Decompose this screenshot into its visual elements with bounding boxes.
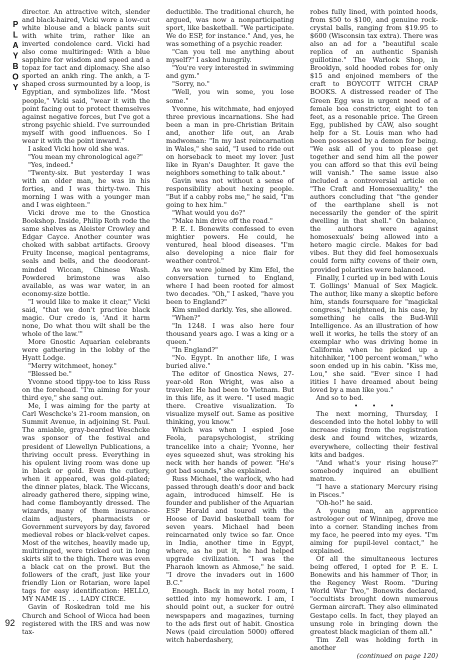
paragraph: "Sorry, no." [172, 80, 210, 89]
paragraph: As we were joined by Kim Efel, the conversation turned to England, where I had been rooted for almost two decades. "Oh," I asked, "have you been to England?" [166, 265, 294, 306]
paragraph: Enough. Back in my hotel room, I settled into my homework. I am, I should point out, a sucker for outré newspapers and magazines, turning to the ads first out of habit. Gnostica News (paid circulation 5000) offered witch haberdashery, [166, 587, 294, 644]
paragraph: "No. Egypt. In another life, I was buried alive." [166, 354, 294, 371]
paragraph: Yvonne, his witchmate, had enjoyed three previous incarnations. She had been a man in pre-Christian Britain and, another life out, an Arab madwoman: "In my last reincarnation in Wales," she said, "I used to ride out on horseback to meet my lover. Just like in Ryan's Daughter. It gave the neighbors something to talk about." [166, 104, 294, 177]
paragraph: deductible. The traditional church, he argued, was now a nonparticipating sport, like basketball. "We participate. We do ESP, for instance." And, yes, he was something of a psychic reader. [166, 8, 294, 49]
paragraph: "Yes, indeed." [28, 160, 74, 169]
magazine-name: PLAYBOY [11, 20, 20, 94]
paragraph: "Merry witchmeet, honey." [28, 362, 117, 371]
paragraph: "I have a stationary Mercury rising in Pisces." [310, 482, 438, 499]
paragraph: robes fully lined, with pointed hoods, from $50 to $100, and genuine rock-crystal balls, ranging from $19.95 to $600 (Wisconsin tax extra). There was also an ad for a "beautiful scale replica of an authentic Spanish guillotine." The Warlock Shop, in Brooklyn, sold hooded robes for only $15 and enjoined members of the craft to BOYCOTT WITCH CRAP BOOKS. A distressed reader of The Green Egg was in urgent need of a female boa constrictor, eight to ten feet, as a resonable price. The Green Egg, published by CAW, also sought help for a St. Louis man who had been possessed by a demon for being. "We ask all of you to please get together and send him all the power you can afford so that this evil being will vanish." The same issue also included a controversial article on "The Craft and Homosexuality," the authors concluding that "the gender of the earthplane shell is not necessarily the gender of the spirit dwelling in that shell." On balance, the authors were against homosexuals' being allowed into a hetero magic circle. Makes for bad vibes. But they did feel homosexuals could form nifty covens of their own, provided polarities were balanced. [310, 8, 438, 274]
paragraph: Vicki drove me to the Gnostica Bookshop. Inside, Philip Roth rode the same shelves as Aleister Crowley and Edgar Cayce. Another counter was choked with sabbat artifacts. Groovy Fruity Incense, magical pentagrams, seals and bells, and the deodorant-minded Wiccan, Chinese Wash. Powdered brimstone was also available, as was war water, in an economy-size bottle. [22, 209, 150, 298]
paragraph: Tim Zell was holding forth in another [310, 635, 438, 652]
paragraph: Gavin was not without a sense of responsibility about hexing people. "But if a cabby robs me," he said, "I'm going to hex him." [166, 176, 294, 210]
paragraph: • • • [354, 402, 400, 411]
paragraph: "Make him drive off the road." [172, 217, 273, 226]
paragraph: "You mean my chronological age?" [28, 152, 143, 161]
paragraph: "Oh-ho!" he said. [316, 498, 373, 507]
paragraph: "You're very interested in swimming and gym." [166, 64, 294, 81]
paragraph: "Can you tell me anything about myself?" I asked hungrily. [166, 48, 294, 65]
text-column-2 [166, 8, 294, 644]
paragraph: And so to bed. [316, 394, 364, 403]
paragraph: Finally, I curled up in bed with Louis T. Gollings' Manual of Sex Magick. The author, like many a skeptic before him, stands foursquare for "magickal congress," heightened, in his case, by something he calls the Bud-Will Intelligence. As an illustration of how well it works, he tells the story of an exemplar who was driving home in California when he picked up a hitchhiker, "100 percent woman," who soon ended up in his cabin. "Kiss me, Lou," she said. "Ever since I had itities I have dreamed about being loved by a man like you." [310, 273, 438, 395]
paragraph: More Gnostic Aquarian celebrants were gathering in the lobby of the Hyatt Lodge. [22, 337, 150, 363]
paragraph: Russ Michael, the warlock, who had passed through death's door and back again, introduced himself. He is founder and publisher of the Aquarian ESP Herald and toured with the Hoose of David basketball team for seven years. Michael had been reincarnated only twice so far. Once in India, another time in Egypt, where, as he put it, he had helped upgrade civilization. "I was the Pharaoh known as Ahmose," he said. "I drove the invaders out in 1600 B.C." [166, 474, 294, 588]
page-number: 92 [5, 618, 16, 628]
paragraph: Me, I was aiming for the party at Carl Weschcke's 21-room mansion, on Summit Avenue, in adjoining St. Paul. The amiable, gray-bearded Weschcke was sponsor of the festival and president of Llewellyn Publications, a thriving occult press. Everything in his opulent living room was done up in black or gold. Even the cutlery, when it appeared, was gold-plated; the dinner plates, black. The Wiccans, already gathered there, sipping wine, had come flamboyantly dressed. The wizards, many of them insurance-claim adjusters, pharmacists or Government surveyors by day, favored medieval robes or black-velvet capes. Most of the witches, heavily made up, multiringed, were tricked out in long skirts slit to the thigh. There was even a black cat on the prowl. But the followers of the craft, just like your friendly Lion or Rotarian, wore lapel tags for easy identification: HELLO, MY NAME IS . . . LADY CIRCE. [22, 402, 151, 604]
paragraph: Of all the simultaneous lectures being offered, I opted for P. E. I. Bonewits and his hammer of Thor, in the Regency West Room. "During World War Two," Bonewits declared, "occultists brought down numerous German aircraft. They also eliminated Gestapo cells. In fact, they played an unsung role in bringing down the greatest black magician of them all." [310, 555, 438, 636]
paragraph: "Well, you win some, you lose some." [166, 88, 294, 105]
paragraph: "Blessed be." [28, 370, 72, 379]
text-column-1 [22, 8, 151, 636]
paragraph: P. E. I. Bonewits confessed to even mightier powers. He could, he ventured, heal blood diseases. "I'm also developing a nice flair for weather control." [166, 225, 294, 266]
paragraph: The next morning, Thursday, I descended into the hotel lobby to will increase rising from the registration desk and found witches, wizards, everywhere, collecting their festival kits and badges. [310, 410, 438, 459]
paragraph: "Twenty-six. But yesterday I was with an older man, he was in his forties, and I was thirty-two. This morning I was with a younger man and I was eighteen." [22, 168, 150, 210]
paragraph: I asked Vicki how old she was. [28, 144, 130, 153]
text-column-3 [310, 8, 438, 660]
paragraph: "I would like to make it clear," Vicki said, "that we don't practice black magic. Our credo is, 'And it harm none, Do what thou wilt shall be the whole of the law.'" [22, 297, 150, 338]
paragraph: "What would you do?" [172, 209, 246, 218]
paragraph: (continued on page 120) [356, 651, 438, 660]
paragraph: director. An attractive witch, slender and black-haired, Vicki wore a low-cut white blouse and a black pants suit with white trim, rather like an inverted condolence card. Vicki had also come multiringed: With a blue sapphire for wisdom and speed and a topaz for tact and diplomacy. She also sported an ankh ring. The ankh, a T-shaped cross surmounted by a loop, is Egyptian, and symbolizes life. "Most people," Vicki said, "wear it with the point facing out to protect themselves against negative forces, but I've got a strong psychic shield. I've surrounded myself with good influences. So I wear it with the point inward." [22, 8, 150, 145]
paragraph: Which was when I espied Jose Feola, parapsychologist, striking trancelike into a chair; Yvonne, her eyes squeezed shut, was stroking his neck with her hands of power. "He's got bad sounds," she explained. [166, 426, 294, 475]
paragraph: "When?" [172, 313, 201, 322]
paragraph: Yvonne stood tippy-toe to kiss Russ on the forehead. "I'm aiming for your third eye," she sang out. [22, 378, 150, 403]
paragraph: "And what's your rising house?" somebody inquired an ebullient matron. [310, 458, 438, 483]
paragraph: Gavin of Roskedran told me his Church and School of Wicca had been registered with the IRS and was now tax- [22, 603, 150, 636]
paragraph: Kim smiled darkly. Yes, she allowed. [172, 305, 292, 314]
paragraph: The editor of Gnostica News, 27-year-old Ron Wright, was also a traveler. He had been to Vietnam. But in this life, as it were. "I used magic there. Creative visualization. To visualize myself out. Same as positive thinking, you know." [166, 370, 294, 427]
paragraph: "In England?" [172, 345, 219, 354]
paragraph: A young man, an apprentice astrologer out of Winnipeg, drove me into a corner. Standing inches from my face, he peered into my eyes. "I'm aiming for pupil-level contact," he explained. [310, 506, 438, 556]
paragraph: "In 1248. I was also here four thousand years ago. I was a king or a queen." [166, 321, 294, 346]
